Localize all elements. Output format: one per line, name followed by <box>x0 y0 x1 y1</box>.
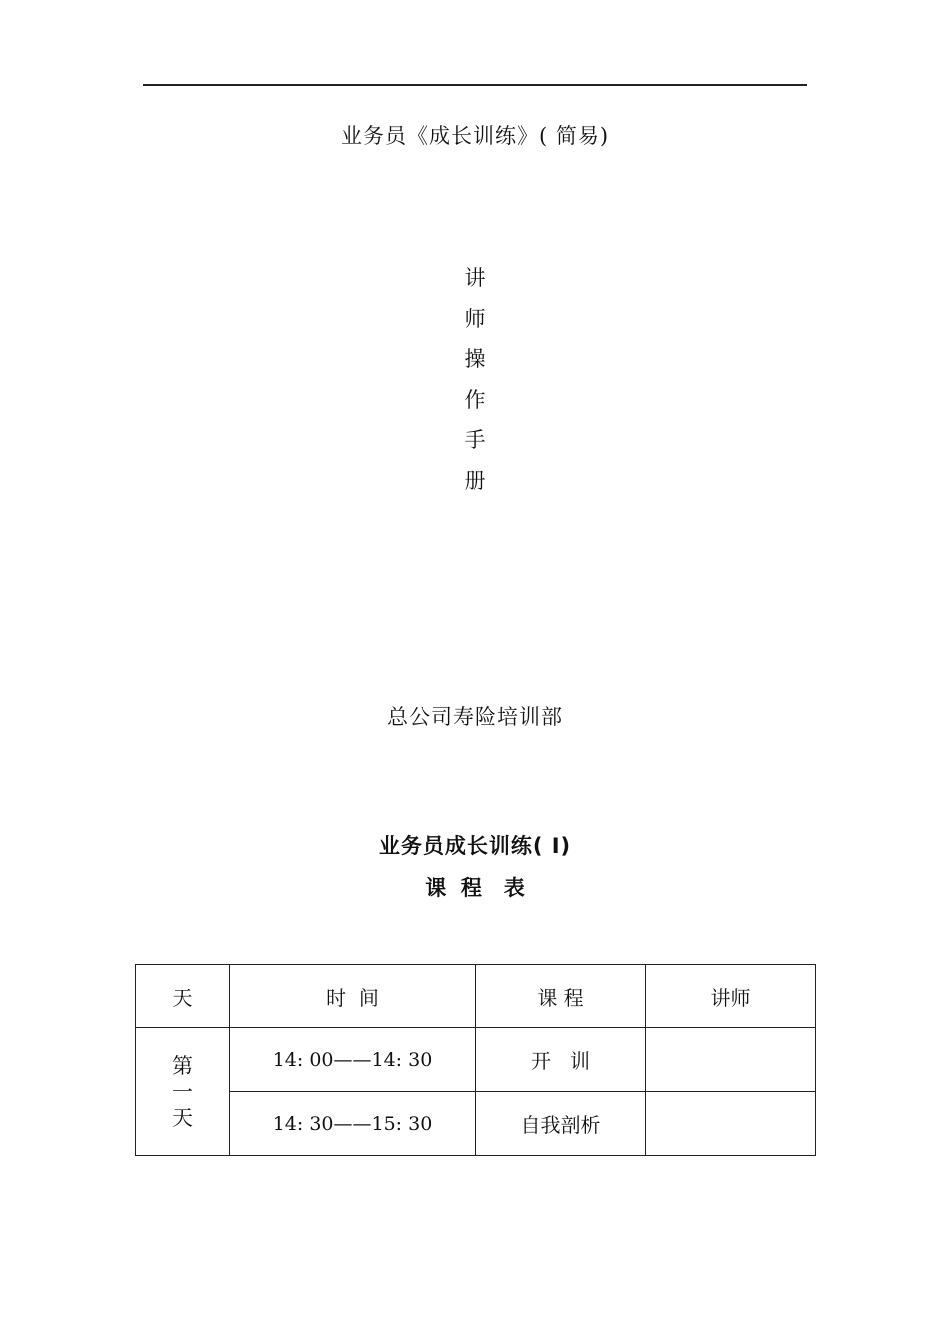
course-cell: 自我剖析 <box>476 1092 646 1156</box>
table-row <box>136 1092 816 1156</box>
course-title: 业务员成长训练( Ⅰ) <box>378 834 572 858</box>
lecturer-cell <box>646 1028 816 1092</box>
day-char: 一 <box>172 1079 193 1104</box>
vertical-title-char: 手 <box>464 428 486 452</box>
vertical-title-char: 操 <box>464 347 486 371</box>
column-header-lecturer: 讲师 <box>646 965 816 1028</box>
day-char: 天 <box>172 1105 193 1130</box>
time-cell: 14: 30——15: 30 <box>230 1092 476 1156</box>
vertical-title-char: 师 <box>464 306 486 331</box>
vertical-title-char: 讲 <box>464 266 486 290</box>
schedule-table <box>135 964 816 1156</box>
column-header-day: 天 <box>136 965 230 1028</box>
day-cell <box>136 1028 230 1156</box>
time-cell: 14: 00——14: 30 <box>230 1028 476 1092</box>
header-rule <box>143 84 807 86</box>
department-name: 总公司寿险培训部 <box>387 705 563 729</box>
document-subtitle: 业务员《成长训练》( 简易) <box>340 124 610 148</box>
table-header-row <box>136 965 816 1028</box>
vertical-title <box>445 258 505 501</box>
day-char: 第 <box>172 1053 193 1078</box>
table-row <box>136 1028 816 1092</box>
column-header-time: 时 间 <box>230 965 476 1028</box>
vertical-title-char: 册 <box>464 468 486 493</box>
schedule-heading: 课 程 表 <box>425 876 525 900</box>
lecturer-cell <box>646 1092 816 1156</box>
column-header-course: 课 程 <box>476 965 646 1028</box>
course-cell: 开 训 <box>476 1028 646 1092</box>
vertical-title-char: 作 <box>464 387 486 412</box>
